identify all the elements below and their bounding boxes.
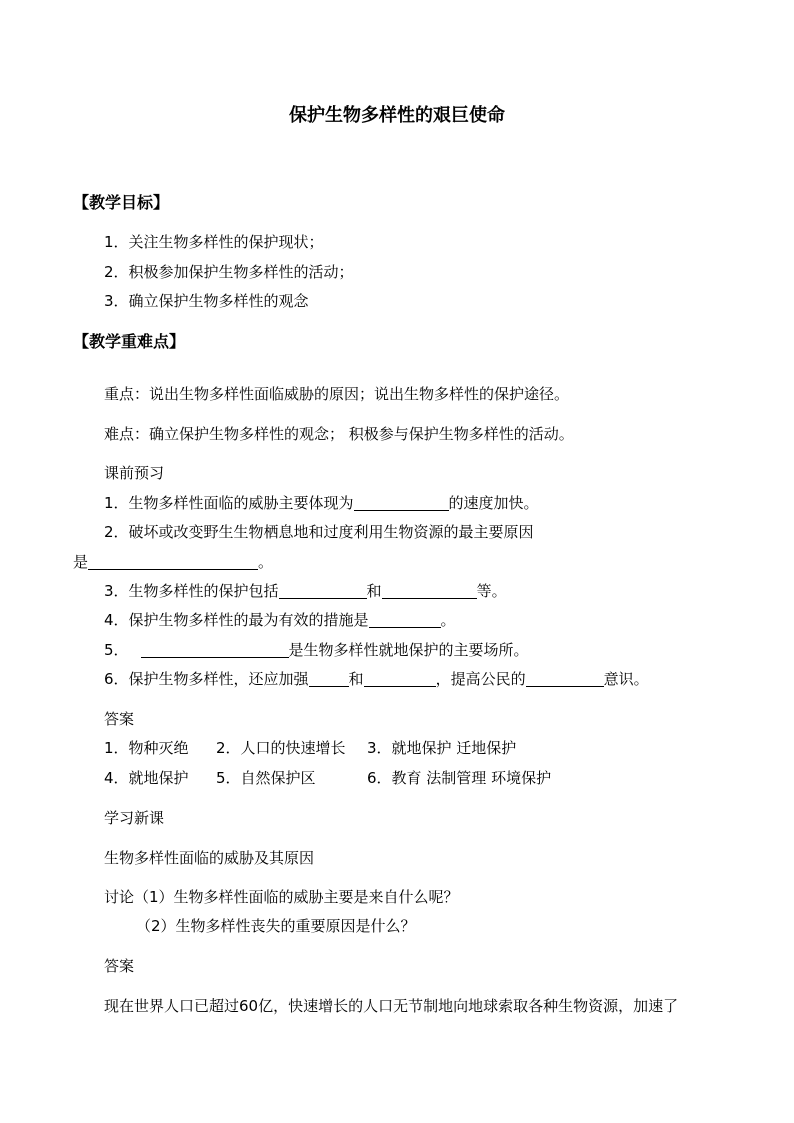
preview-question-3 — [104, 581, 507, 601]
q2-blank — [88, 553, 258, 570]
q1-text-b: 的速度加快。 — [448, 494, 539, 512]
q6-blank-1 — [309, 670, 349, 687]
q4-blank — [369, 611, 441, 628]
q6-text-c: ，提高公民的 — [435, 670, 526, 688]
discussion-answer-text: 现在世界人口已超过60亿，快速增长的人口无节制地向地球索取各种生物资源，加速了 — [104, 997, 679, 1015]
q3-blank-1 — [279, 582, 367, 599]
objective-item-1: 1．关注生物多样性的保护现状； — [104, 233, 324, 251]
answer-6: 6．教育 法制管理 环境保护 — [367, 769, 552, 787]
answer-3: 3．就地保护 迁地保护 — [367, 739, 517, 757]
answer-4: 4．就地保护 — [104, 769, 189, 787]
answer-5: 5．自然保护区 — [216, 769, 316, 787]
q2-text-b: 是 — [73, 553, 89, 571]
discussion-question-1: 讨论（1）生物多样性面临的威胁主要是来自什么呢？ — [104, 888, 459, 906]
discussion-question-2: （2）生物多样性丧失的重要原因是什么？ — [136, 917, 416, 935]
preview-question-2: 2．破坏或改变野生生物栖息地和过度利用生物资源的最主要原因 — [104, 523, 534, 541]
q6-text-a: 6．保护生物多样性，还应加强 — [104, 670, 309, 688]
q4-text-b: 。 — [440, 611, 456, 629]
q1-text-a: 1．生物多样性面临的威胁主要体现为 — [104, 494, 354, 512]
q1-blank — [354, 494, 449, 511]
new-lesson-heading: 学习新课 — [104, 809, 165, 827]
preview-question-6 — [104, 669, 649, 689]
q6-blank-3 — [526, 670, 604, 687]
discussion-answer-heading: 答案 — [104, 957, 135, 975]
objective-item-3: 3．确立保护生物多样性的观念 — [104, 292, 309, 310]
objective-item-2: 2．积极参加保护生物多样性的活动； — [104, 263, 354, 281]
answers-heading: 答案 — [104, 710, 135, 728]
q3-text-c: 等。 — [476, 582, 507, 600]
page-title: 保护生物多样性的艰巨使命 — [289, 105, 505, 126]
q3-blank-2 — [382, 582, 477, 599]
preview-question-4 — [104, 610, 456, 630]
key-point-text: 重点：说出生物多样性面临威胁的原因；说出生物多样性的保护途径。 — [104, 385, 570, 403]
q4-text-a: 4．保护生物多样性的最为有效的措施是 — [104, 611, 369, 629]
q5-text-a: 5． — [104, 641, 129, 659]
answer-1: 1．物种灭绝 — [104, 739, 189, 757]
preview-question-2-cont — [73, 552, 273, 572]
q6-text-d: 意识。 — [603, 670, 649, 688]
q6-text-b: 和 — [348, 670, 364, 688]
q5-blank — [141, 641, 289, 658]
new-lesson-subheading: 生物多样性面临的威胁及其原因 — [104, 849, 315, 867]
q5-text-b: 是生物多样性就地保护的主要场所。 — [288, 641, 529, 659]
objectives-heading: 【教学目标】 — [73, 193, 170, 212]
key-points-heading: 【教学重难点】 — [73, 332, 186, 351]
q6-blank-2 — [364, 670, 436, 687]
q3-text-b: 和 — [366, 582, 382, 600]
preview-question-1 — [104, 493, 539, 513]
preview-question-5 — [104, 640, 529, 660]
q2-text-c: 。 — [258, 553, 274, 571]
q3-text-a: 3．生物多样性的保护包括 — [104, 582, 279, 600]
answer-2: 2．人口的快速增长 — [216, 739, 346, 757]
difficult-point-text: 难点：确立保护生物多样性的观念； 积极参与保护生物多样性的活动。 — [104, 425, 574, 443]
preview-heading: 课前预习 — [104, 464, 165, 482]
